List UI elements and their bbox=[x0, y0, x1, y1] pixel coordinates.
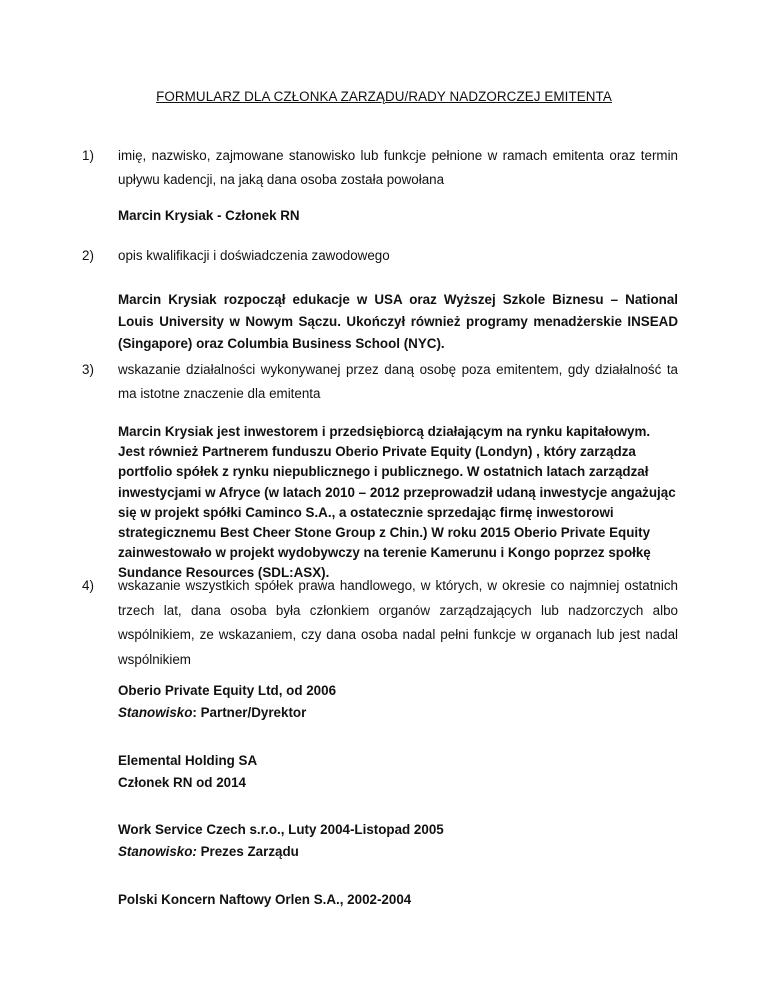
company-entry bbox=[118, 680, 678, 723]
answer-3: Marcin Krysiak jest inwestorem i przedsiębiorcą działającym na rynku kapitałowym. Jest również Partnerem funduszu Oberio Private Equity (Londyn) , który zarządza portfolio spółek z rynku niepublicznego i publicznego. W ostatnich latach zarządzał inwestycjami w Afryce (w latach 2010 – 2012 przeprowadził udaną inwestycje angażując się w projekt spółki Caminco S.A., a ostatecznie sprzedając firmę inwestorowi strategicznemu Best Cheer Stone Group z Chin.) W roku 2015 Oberio Private Equity zainwestowało w projekt wydobywczy na terenie Kamerunu i Kongo poprzez społkę Sundance Resources (SDL:ASX). bbox=[118, 424, 676, 581]
company-entry bbox=[118, 889, 678, 911]
position-value: Prezes Zarządu bbox=[196, 843, 299, 859]
company-detail: Członek RN od 2014 bbox=[118, 774, 246, 790]
company-name: Oberio Private Equity Ltd, od 2006 bbox=[118, 683, 337, 698]
position-label: Stanowisko: bbox=[118, 843, 197, 859]
question-number: 1) bbox=[82, 148, 94, 163]
company-position bbox=[118, 841, 678, 863]
question-number: 4) bbox=[82, 578, 94, 593]
question-1 bbox=[82, 144, 678, 191]
question-number: 2) bbox=[82, 248, 94, 263]
answer-1: Marcin Krysiak - Członek RN bbox=[118, 208, 300, 223]
company-position bbox=[118, 702, 678, 724]
question-2 bbox=[82, 244, 678, 268]
position-value: Partner/Dyrektor bbox=[196, 704, 307, 720]
company-entry bbox=[118, 750, 678, 793]
question-3 bbox=[82, 358, 678, 405]
question-text: imię, nazwisko, zajmowane stanowisko lub funkcje pełnione w ramach emitenta oraz termin upływu kadencji, na jaką dana osoba została powołana bbox=[118, 148, 678, 187]
company-name: Elemental Holding SA bbox=[118, 753, 258, 768]
company-name: Work Service Czech s.r.o., Luty 2004-Listopad 2005 bbox=[118, 822, 444, 837]
company-name: Polski Koncern Naftowy Orlen S.A., 2002-2004 bbox=[118, 892, 412, 907]
position-label: Stanowisko bbox=[118, 704, 193, 720]
position-separator: : bbox=[192, 704, 197, 720]
question-text: opis kwalifikacji i doświadczenia zawodowego bbox=[118, 248, 390, 263]
company-entry bbox=[118, 819, 678, 862]
answer-2: Marcin Krysiak rozpoczął edukacje w USA oraz Wyższej Szkole Biznesu – National Louis University w Nowym Sączu. Ukończył również programy menadżerskie INSEAD (Singapore) oraz Columbia Business School (NYC). bbox=[118, 292, 678, 351]
question-number: 3) bbox=[82, 362, 94, 377]
question-4 bbox=[82, 574, 678, 672]
question-text: wskazanie wszystkich spółek prawa handlowego, w których, w okresie co najmniej ostatnich trzech lat, dana osoba była członkiem organów zarządzających lub nadzorczych albo wspólnikiem, ze wskazaniem, czy dana osoba nadal pełni funkcje w organach lub jest nadal wspólnikiem bbox=[118, 578, 678, 667]
question-text: wskazanie działalności wykonywanej przez daną osobę poza emitentem, gdy działalność ta ma istotne znaczenie dla emitenta bbox=[118, 362, 678, 401]
document-title: FORMULARZ DLA CZŁONKA ZARZĄDU/RADY NADZORCZEJ EMITENTA bbox=[156, 89, 612, 104]
